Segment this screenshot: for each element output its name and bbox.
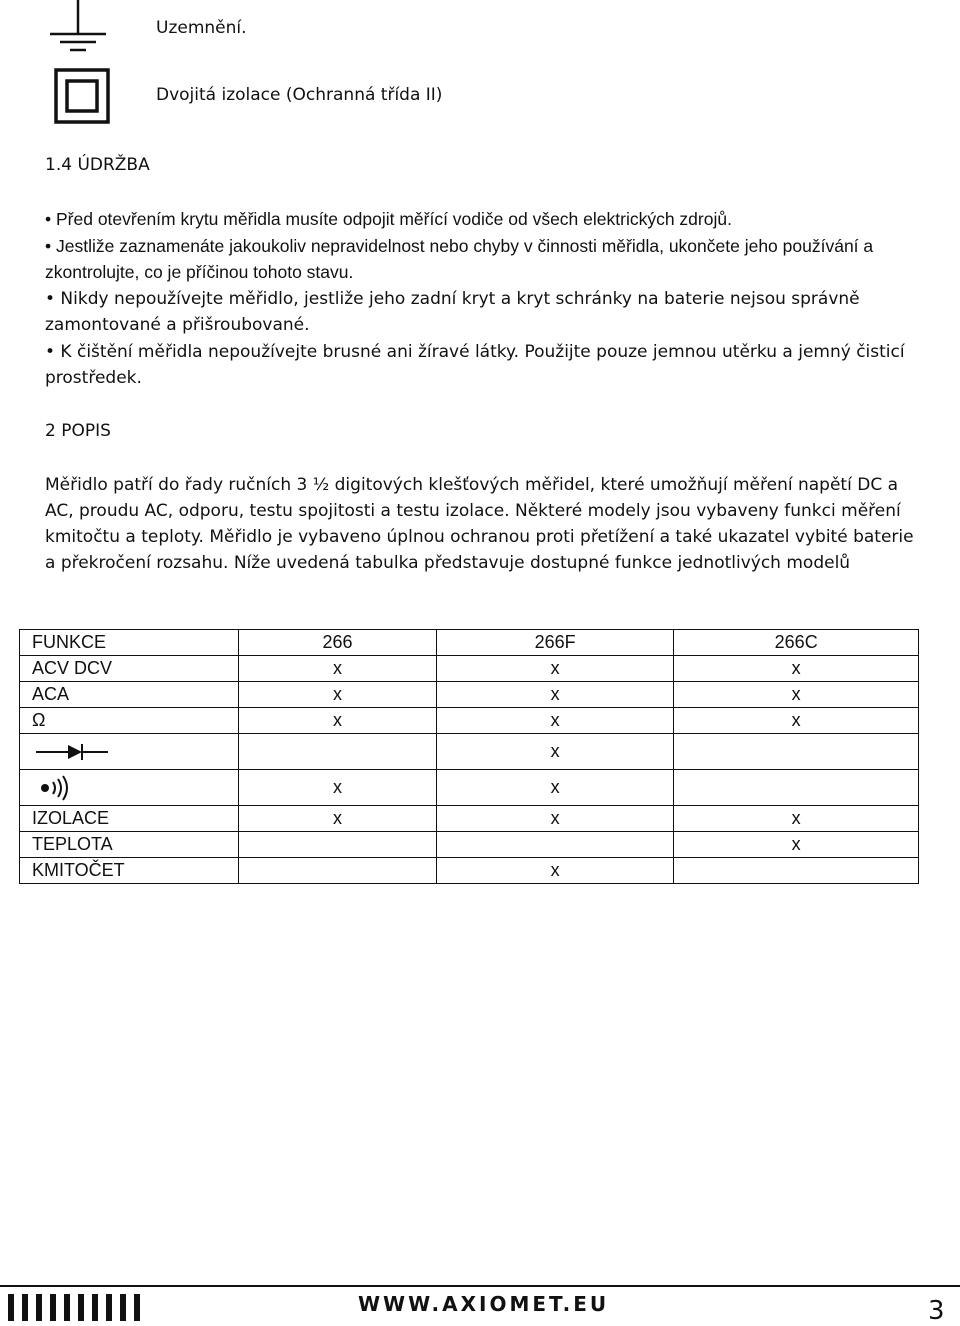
- list-item: • Před otevřením krytu měřidla musíte odpojit měřící vodiče od všech elektrických zdrojů.: [45, 209, 732, 229]
- list-item: • Nikdy nepoužívejte měřidlo, jestliže jeho zadní kryt a kryt schránky na baterie nejsou správně zamontované a přišroubované.: [45, 288, 860, 335]
- column-header: 266C: [674, 630, 919, 656]
- table-cell: [239, 858, 437, 884]
- function-name: [20, 734, 239, 770]
- table-cell: x: [239, 656, 437, 682]
- table-cell: x: [239, 770, 437, 806]
- table-row: [20, 832, 919, 858]
- table-cell: [239, 734, 437, 770]
- function-name: TEPLOTA: [20, 832, 239, 858]
- table-row: [20, 682, 919, 708]
- barcode-logo: [8, 1294, 148, 1321]
- table-row: [20, 656, 919, 682]
- table-cell: x: [239, 806, 437, 832]
- table-cell: x: [239, 682, 437, 708]
- list-item: • Jestliže zaznamenáte jakoukoliv nepravidelnost nebo chyby v činnosti měřidla, ukončete jeho používání a zkontrolujte, co je příčinou tohoto stavu.: [45, 235, 874, 282]
- function-name: [20, 770, 239, 806]
- table-cell: [674, 734, 919, 770]
- function-name: IZOLACE: [20, 806, 239, 832]
- table-cell: [674, 770, 919, 806]
- description-paragraph: Měřidlo patří do řady ručních 3 ½ digitových klešťových měřidel, které umožňují měření napětí DC a AC, proudu AC, odporu, testu spojitosti a testu izolace. Některé modely jsou vybaveny funkci měření kmitočtu a teploty. Měřidlo je vybaveno úplnou ochranou proti přetížení a také ukazatel vybité baterie a překročení rozsahu. Níže uvedená tabulka představuje dostupné funkce jednotlivých modelů: [45, 475, 914, 573]
- website-url: WWW.AXIOMET.EU: [358, 1292, 610, 1316]
- table-cell: x: [674, 832, 919, 858]
- table-row: [20, 734, 919, 770]
- table-row: [20, 806, 919, 832]
- table-cell: x: [436, 708, 673, 734]
- table-cell: x: [674, 656, 919, 682]
- table-cell: x: [436, 656, 673, 682]
- ground-label: Uzemnění.: [156, 18, 247, 38]
- table-cell: x: [436, 734, 673, 770]
- table-cell: x: [436, 682, 673, 708]
- function-name: KMITOČET: [20, 858, 239, 884]
- table-row: [20, 770, 919, 806]
- column-header: 266: [239, 630, 437, 656]
- double-insulation-icon: [54, 68, 112, 124]
- maintenance-list: [45, 206, 925, 392]
- table-cell: x: [674, 682, 919, 708]
- ground-icon: [48, 0, 108, 52]
- function-table: [19, 629, 919, 884]
- table-cell: x: [436, 858, 673, 884]
- continuity-beeper-icon: [36, 774, 76, 802]
- list-item: • K čištění měřidla nepoužívejte brusné ani žíravé látky. Použijte pouze jemnou utěrku a jemný čisticí prostředek.: [45, 341, 905, 388]
- table-row: [20, 858, 919, 884]
- table-cell: x: [436, 806, 673, 832]
- function-name: ACV DCV: [20, 656, 239, 682]
- table-cell: [674, 858, 919, 884]
- column-header: FUNKCE: [20, 630, 239, 656]
- description-heading: 2 POPIS: [45, 421, 111, 441]
- column-header: 266F: [436, 630, 673, 656]
- table-header-row: [20, 630, 919, 656]
- table-cell: [436, 832, 673, 858]
- table-cell: x: [674, 708, 919, 734]
- table-cell: x: [674, 806, 919, 832]
- maintenance-heading: 1.4 ÚDRŽBA: [45, 155, 150, 175]
- table-row: [20, 708, 919, 734]
- table-cell: [239, 832, 437, 858]
- footer-divider: [0, 1285, 960, 1287]
- diode-icon: [36, 741, 112, 763]
- double-insulation-label: Dvojitá izolace (Ochranná třída II): [156, 85, 443, 105]
- function-name: ACA: [20, 682, 239, 708]
- function-name: Ω: [20, 708, 239, 734]
- table-cell: x: [239, 708, 437, 734]
- page-number: 3: [928, 1296, 945, 1326]
- table-cell: x: [436, 770, 673, 806]
